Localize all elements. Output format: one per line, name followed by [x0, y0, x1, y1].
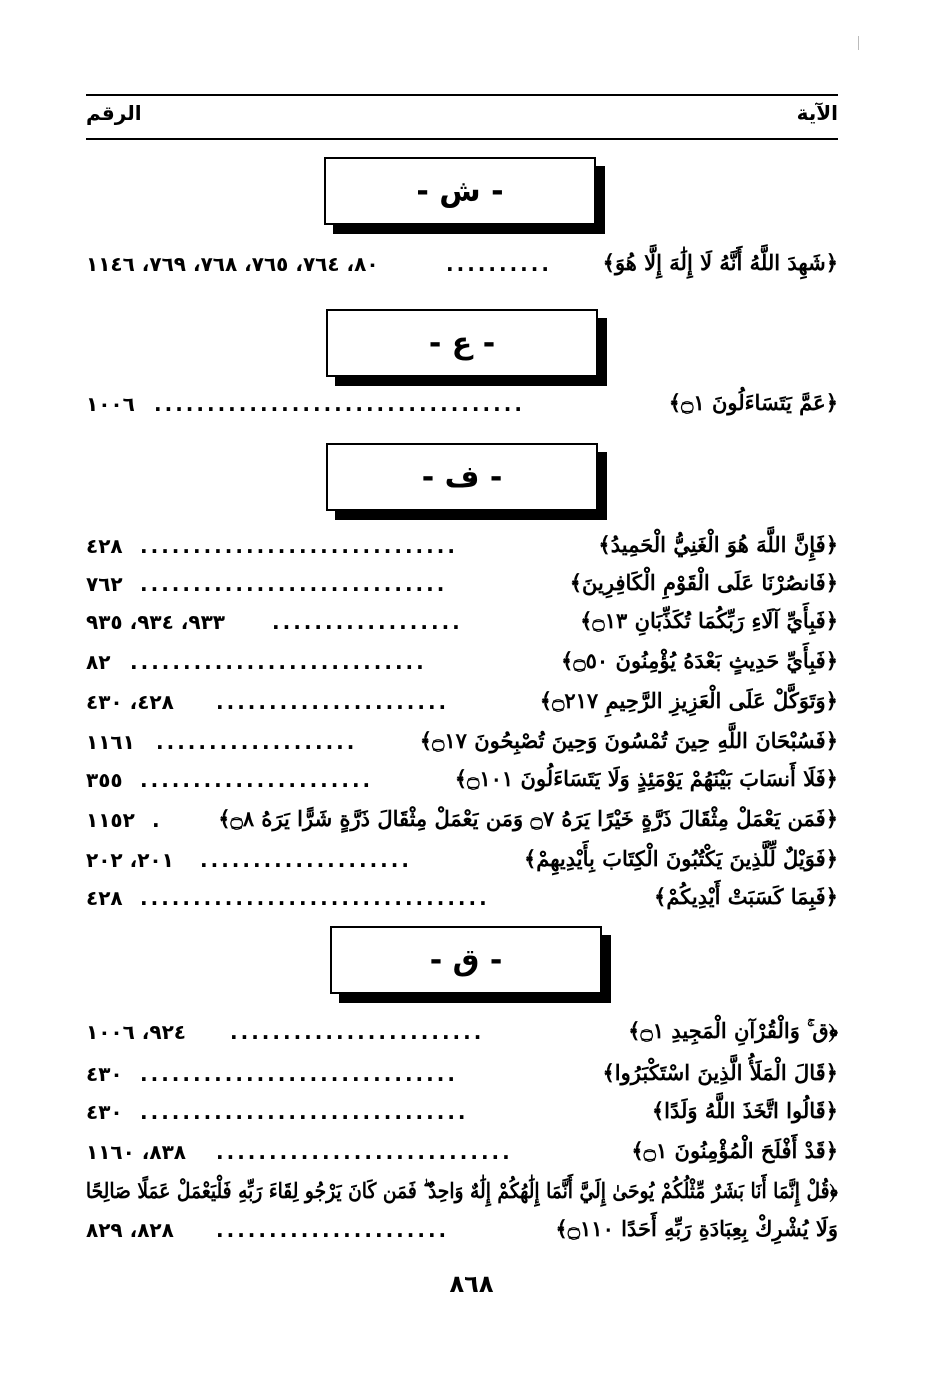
index-row	[86, 1096, 838, 1132]
index-row	[86, 804, 838, 840]
leader-dots: .............................	[140, 572, 448, 596]
page-refs: ٤٢٨، ٤٣٠	[86, 690, 174, 714]
index-row	[86, 388, 838, 424]
verse-text: ﴿عَمَّ يَتَسَاءَلُونَ ۝١﴾	[668, 390, 838, 415]
verse-text: ﴿قَالُوا اتَّخَذَ اللَّهُ وَلَدًا﴾	[651, 1098, 838, 1123]
section-letter-fa: - ف -	[326, 443, 598, 511]
index-row	[86, 568, 838, 604]
index-row	[86, 606, 838, 642]
page-refs: ٤٣٠	[86, 1100, 123, 1124]
index-row	[86, 686, 838, 722]
verse-text: ﴿فَمَن يَعْمَلْ مِثْقَالَ ذَرَّةٍ خَيْرًا يَرَهُ ۝٧ وَمَن يَعْمَلْ مِثْقَالَ ذَرَّةٍ شَرًّا يَرَهُ ۝٨﴾	[218, 806, 838, 831]
header-top-rule	[86, 94, 838, 96]
page-refs: ٨٠، ٧٦٤، ٧٦٥، ٧٦٨، ٧٦٩، ١١٤٦	[86, 252, 379, 276]
index-row	[86, 1016, 838, 1052]
page-refs: ١١٦١	[86, 730, 135, 754]
verse-text: ﴿فَسُبْحَانَ اللَّهِ حِينَ تُمْسُونَ وَحِينَ تُصْبِحُونَ ۝١٧﴾	[419, 728, 838, 753]
verse-text: ﴿فَبِأَيِّ آلَاءِ رَبِّكُمَا تُكَذِّبَانِ ۝١٣﴾	[580, 608, 838, 633]
verse-text: ﴿فَبِمَا كَسَبَتْ أَيْدِيكُمْ﴾	[654, 884, 838, 909]
verse-text: ﴿قَدْ أَفْلَحَ الْمُؤْمِنُونَ ۝١﴾	[631, 1138, 838, 1163]
page-refs: ٩٣٣، ٩٣٤، ٩٣٥	[86, 610, 225, 634]
index-row	[86, 844, 838, 880]
leader-dots: ..................	[272, 610, 463, 634]
index-row	[86, 764, 838, 800]
verse-text: ﴿قُلْ إِنَّمَا أَنَا بَشَرٌ مِّثْلُكُمْ يُوحَىٰ إِلَيَّ أَنَّمَا إِلَٰهُكُمْ إِلَٰهٌ وَاحِدٌ ۖ فَمَن كَانَ يَرْجُو لِقَاءَ رَبِّهِ فَلْيَعْمَلْ عَمَلًا صَالِحًا	[86, 1178, 838, 1203]
page-refs: ٤٢٨	[86, 534, 123, 558]
index-row	[86, 1214, 838, 1250]
leader-dots: ...................	[156, 730, 358, 754]
verse-text: ﴿فَإِنَّ اللَّهَ هُوَ الْغَنِيُّ الْحَمِيدُ﴾	[598, 532, 838, 557]
index-row	[86, 1136, 838, 1172]
leader-dots: .	[152, 808, 163, 832]
verse-text: ﴿فَانصُرْنَا عَلَى الْقَوْمِ الْكَافِرِينَ﴾	[569, 570, 838, 595]
verse-text: ﴿فَلَا أَنسَابَ بَيْنَهُمْ يَوْمَئِذٍ وَلَا يَتَسَاءَلُونَ ۝١٠١﴾	[454, 766, 838, 791]
index-row	[86, 646, 838, 682]
leader-dots: ......................	[140, 768, 374, 792]
index-row	[86, 1176, 838, 1212]
leader-dots: ............................	[130, 650, 427, 674]
leader-dots: ............................	[216, 1140, 513, 1164]
leader-dots: ....................	[200, 848, 412, 872]
scan-mark	[858, 36, 859, 50]
column-header-number: الرقم	[86, 101, 142, 125]
page-refs: ٣٥٥	[86, 768, 123, 792]
page-refs: ١٠٠٦	[86, 392, 135, 416]
leader-dots: ...................................	[154, 392, 525, 416]
leader-dots: ......................	[216, 690, 450, 714]
leader-dots: ........................	[230, 1020, 485, 1044]
page-refs: ٩٢٤، ١٠٠٦	[86, 1020, 187, 1044]
index-row	[86, 248, 838, 284]
column-header-ayah: الآية	[796, 101, 838, 125]
verse-text: وَلَا يُشْرِكْ بِعِبَادَةِ رَبِّهِ أَحَدًا ۝١١٠﴾	[555, 1216, 838, 1241]
page-refs: ٨٢٨، ٨٢٩	[86, 1218, 174, 1242]
index-row	[86, 726, 838, 762]
header-bottom-rule	[86, 138, 838, 140]
index-row	[86, 530, 838, 566]
page-refs: ٧٦٢	[86, 572, 123, 596]
verse-text: ﴿شَهِدَ اللَّهُ أَنَّهُ لَا إِلَٰهَ إِلَّا هُوَ﴾	[602, 250, 838, 275]
verse-text: ﴿فَبِأَيِّ حَدِيثٍ بَعْدَهُ يُؤْمِنُونَ ۝٥٠﴾	[561, 648, 838, 673]
verse-text: ﴿وَتَوَكَّلْ عَلَى الْعَزِيزِ الرَّحِيمِ ۝٢١٧﴾	[539, 688, 838, 713]
leader-dots: .................................	[140, 886, 490, 910]
page-refs: ٤٢٨	[86, 886, 123, 910]
page-refs: ٨٢	[86, 650, 111, 674]
index-row	[86, 1058, 838, 1094]
leader-dots: ..........	[446, 252, 552, 276]
leader-dots: ...............................	[140, 1100, 469, 1124]
section-letter-qaf: - ق -	[330, 926, 602, 994]
index-row	[86, 882, 838, 918]
page-refs: ٢٠١، ٢٠٢	[86, 848, 174, 872]
page-refs: ٤٣٠	[86, 1062, 123, 1086]
verse-text: ﴿ق ۚ وَالْقُرْآنِ الْمَجِيدِ ۝١﴾	[628, 1018, 838, 1043]
verse-text: ﴿قَالَ الْمَلَأُ الَّذِينَ اسْتَكْبَرُوا﴾	[602, 1060, 838, 1085]
verse-text: ﴿فَوَيْلٌ لِّلَّذِينَ يَكْتُبُونَ الْكِتَابَ بِأَيْدِيهِمْ﴾	[523, 846, 838, 871]
page-refs: ٨٣٨، ١١٦٠	[86, 1140, 187, 1164]
section-letter-sheen: - ش -	[324, 157, 596, 225]
page-number: ٨٦٨	[449, 1270, 494, 1298]
page-refs: ١١٥٢	[86, 808, 135, 832]
leader-dots: ......................	[216, 1218, 450, 1242]
leader-dots: ..............................	[140, 534, 458, 558]
section-letter-ain: - ع -	[326, 309, 598, 377]
leader-dots: ..............................	[140, 1062, 458, 1086]
